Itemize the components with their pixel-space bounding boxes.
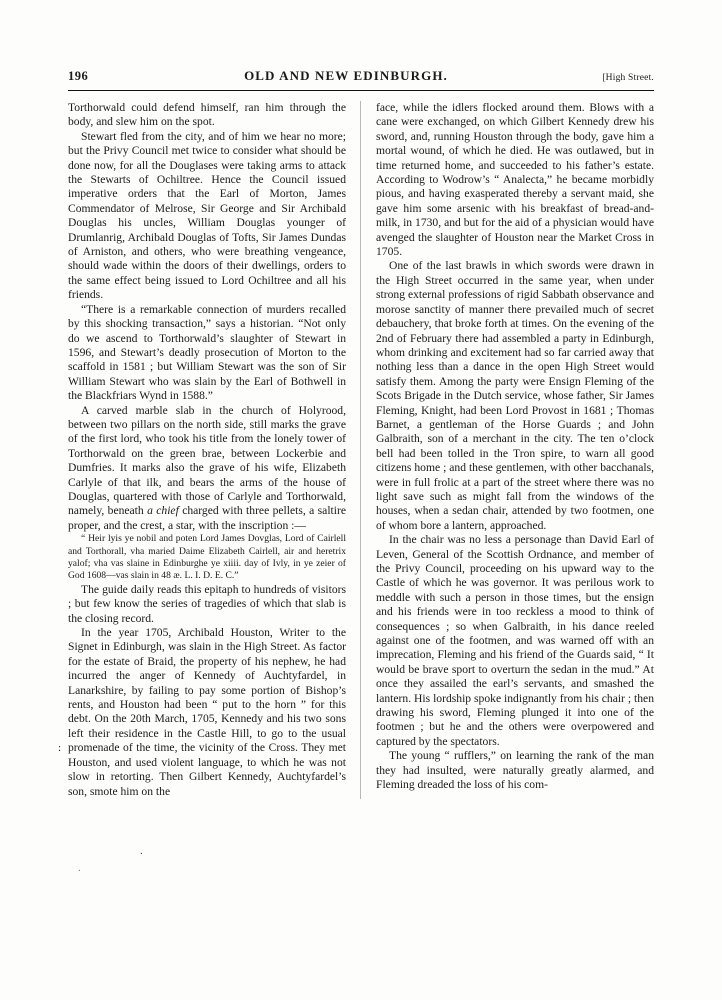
column-right bbox=[361, 101, 654, 799]
italic-phrase: a chief bbox=[147, 504, 179, 518]
page-content bbox=[58, 68, 654, 799]
page-title: OLD AND NEW EDINBURGH. bbox=[244, 68, 448, 83]
paragraph: One of the last brawls in which swords were drawn in the High Street occurred in the same year, when under strong external professions of rigid Sabbath observance and morose sanctity of manner there prevailed much of secret debauchery, that broke forth at times. On the evening of the 2nd of February there had assembled a party in Edinburgh, whom drinking and excitement had so far carried away that nothing less than a dance in the open High Street would satisfy them. Among the party were Ensign Fleming of the Scots Brigade in the Dutch service, whose father, Sir James Fleming, Knight, had been Lord Provost in 1681 ; Thomas Barnet, a gentleman of the Horse Guards ; and John Galbraith, son of a merchant in the city. The ten o’clock bell had been tolled in the Tron spire, to warn all good citizens home ; and these gentlemen, with other bacchanals, were in full frolic at a part of the street where there was no light save such as might fall from the windows of the houses, when a sedan chair, attended by two footmen, one of whom bore a lantern, approached. bbox=[376, 259, 654, 532]
epitaph-inscription: “ Heir lyis ye nobil and poten Lord James Dovglas, Lord of Cairlell and Torthorall, vha maried Daime Elizabeth Cairlell, air and heretrix yalof; vha vas slaine in Edinburghe ye xiiii. day of Ivly, in ye zeier of God 1608—vas slain in 48 æ. L. I. D. E. C.” bbox=[68, 533, 346, 582]
header-section-label: [High Street. bbox=[602, 73, 654, 83]
paragraph: “There is a remarkable connection of murders recalled by this shocking transaction,” says a historian. “Not only do we ascend to Torthorwald’s slaughter of Stewart in 1596, and Stewart’s deadly prosecution of Morton to the scaffold in 1581 ; but William Stewart was the son of Sir William Stewart who was slain by the Earl of Bothwell in the Blackfriars Wynd in 1588.” bbox=[68, 302, 346, 403]
page-footer-dot-secondary: . bbox=[78, 862, 81, 874]
column-left bbox=[58, 101, 361, 799]
paragraph: In the year 1705, Archibald Houston, Writer to the Signet in Edinburgh, was slain in the High Street. As factor for the estate of Braid, the property of his nephew, he had incurred the anger of Kennedy of Auchtyfardel, in Lanarkshire, by failing to pay some portion of Bishop’s rents, and Houston had been “ put to the horn ” for this debt. On the 20th March, 1705, Kennedy and his two sons left their residence in the Castle Hill, to go to the usual promenade of the time, the vicinity of the Cross. They met Houston, and used violent language, to which he was not slow in retorting. Then Gilbert Kennedy, Auchtyfardel’s son, smote him on the bbox=[68, 626, 346, 798]
page-footer-dot: . bbox=[140, 845, 143, 857]
paragraph: The guide daily reads this epitaph to hundreds of visitors ; but few know the series of tragedies of which that slab is the closing record. bbox=[68, 582, 346, 625]
text-columns bbox=[58, 101, 654, 799]
page-folio: 196 bbox=[68, 69, 89, 83]
paragraph: In the chair was no less a personage than David Earl of Leven, General of the Scottish Ordnance, and member of the Privy Council, proceeding on his upward way to the Castle of which he was governor. It was perilous work to meddle with such a person in those times, but the ensign and his friends were in too reckless a mood to think of consequences ; so when Galbraith, in his dance reeled against one of the footmen, and was warned off with an imprecation, Fleming and his friend of the Guards said, “ It would be brave sport to overturn the sedan in the mud.” At once they assailed the earl’s servants, and smashed the lantern. His lordship spoke indignantly from his chair ; then drawing his sword, Fleming plunged it into one of the footmen ; but he and the others were overpowered and captured by the spectators. bbox=[376, 533, 654, 748]
paragraph: Stewart fled from the city, and of him we hear no more; but the Privy Council met twice to consider what should be done now, for all the Douglases were taking arms to attack the Stewarts of Ochiltree. Hence the Council issued imperative orders that the Earl of Morton, James Commendator of Melrose, Sir George and Sir Archibald Douglas his uncles, William Douglas younger of Drumlanrig, Archibald Douglas of Tofts, Sir James Dundas of Arniston, and others, who were breathing vengeance, should wade within the doors of their dwellings, orders to the same effect being issued to Lord Ochiltree and all his friends. bbox=[68, 129, 346, 302]
paragraph: A carved marble slab in the church of Holyrood, between two pillars on the north side, still marks the grave of the first lord, who took his title from the lonely tower of Torthorwald on the green brae, between Lockerbie and Dumfries. It marks also the grave of his wife, Elizabeth Carlyle of that ilk, and bears the arms of the house of Douglas, quartered with those of Carlyle and Torthorwald, namely, beneath a chief charged with three pellets, a saltire proper, and the crest, a star, with the inscription :— bbox=[68, 403, 346, 532]
paragraph: face, while the idlers flocked around them. Blows with a cane were exchanged, on which Gilbert Kennedy drew his sword, and, running Houston through the body, gave him a mortal wound, of which he died. He was outlawed, but in time returned home, and succeeded to his father’s estate. According to Wodrow’s “ Analecta,” he became morbidly pious, and having exasperated thereby a servant maid, she gave him some arsenic with his breakfast of bread-and-milk, in 1730, and but for the aid of a physician would have avenged the slaughter of Houston near the Market Cross in 1705. bbox=[376, 101, 654, 259]
running-head bbox=[68, 68, 654, 88]
paragraph: The young “ rufflers,” on learning the rank of the man they had insulted, were naturally greatly alarmed, and Fleming dreaded the loss of his com- bbox=[376, 749, 654, 792]
marginal-mark: : bbox=[58, 741, 62, 754]
paragraph: Torthorwald could defend himself, ran him through the body, and slew him on the spot. bbox=[68, 101, 346, 129]
header-rule bbox=[68, 90, 654, 91]
